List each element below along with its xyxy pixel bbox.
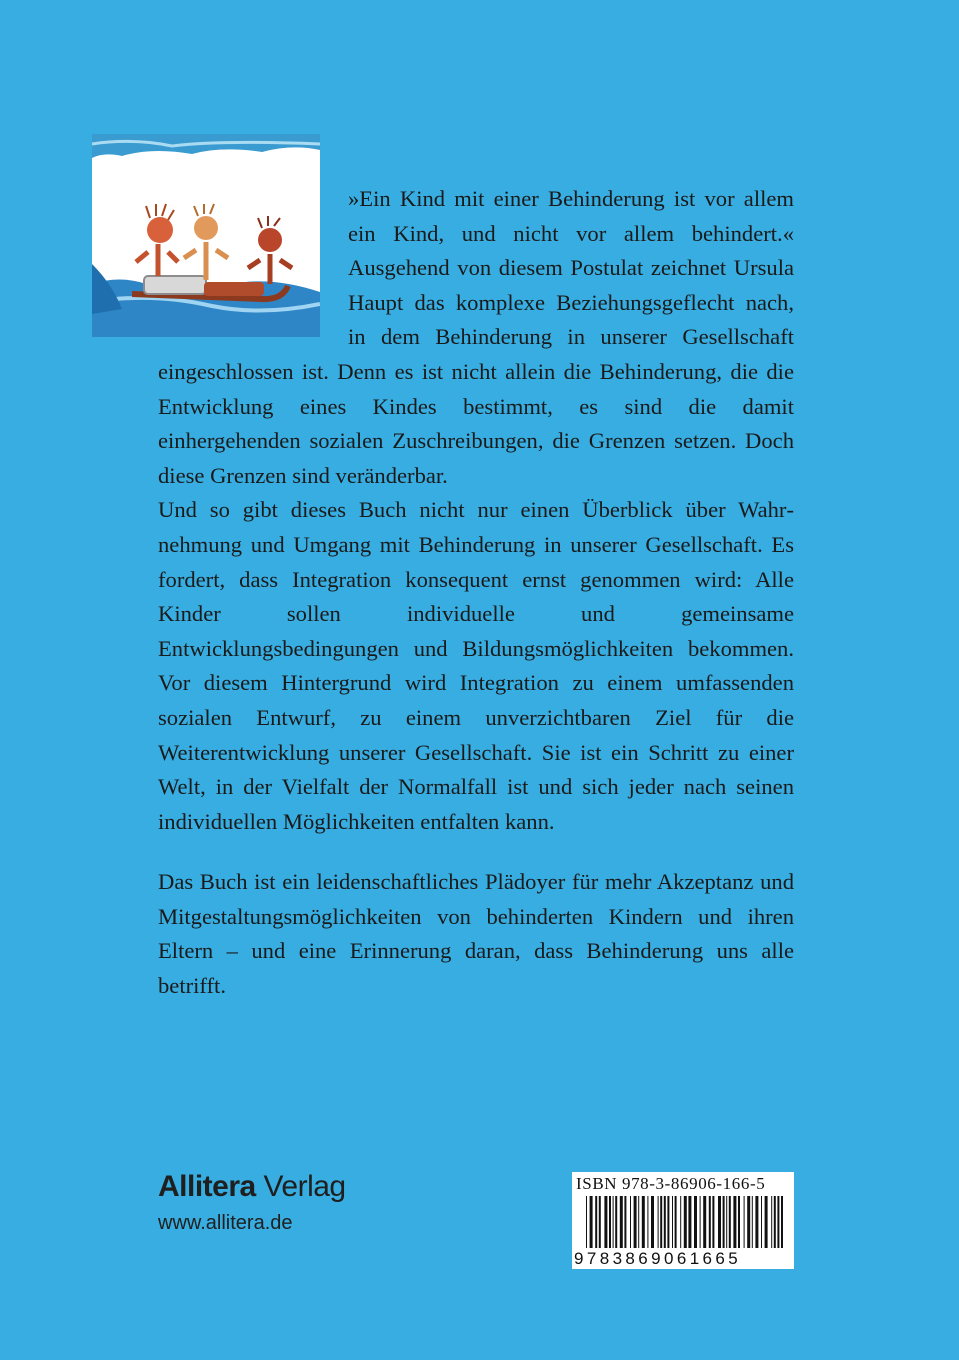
- barcode-bar: [638, 1196, 639, 1248]
- barcode-bar: [599, 1196, 601, 1248]
- publisher-name-bold: Allitera: [158, 1170, 256, 1203]
- barcode-bar: [675, 1196, 677, 1248]
- blurb-text: [158, 182, 794, 1004]
- barcode-bar: [672, 1196, 673, 1248]
- barcode-bar: [688, 1196, 691, 1248]
- barcode-bar: [738, 1196, 740, 1248]
- isbn-label: ISBN 978-3-86906-166-5: [576, 1174, 766, 1193]
- barcode-bar: [744, 1196, 745, 1248]
- barcode-bar: [703, 1196, 706, 1248]
- barcode-bar: [624, 1196, 626, 1248]
- barcode-bar: [752, 1196, 753, 1248]
- barcode-bar: [667, 1196, 669, 1248]
- publisher-url: www.allitera.de: [158, 1212, 293, 1234]
- barcode-bar: [771, 1196, 772, 1248]
- blurb-paragraph-3: Das Buch ist ein leidenschaftliches Plädoyer für mehr Akzeptanz und Mitgestaltungsmöglichkeiten von behinderten Kindern und ihren Eltern – und eine Erinnerung daran, dass Behinderung uns alle betrifft.: [158, 869, 794, 999]
- barcode-bar: [729, 1196, 731, 1248]
- barcode-bar: [658, 1196, 659, 1248]
- barcode-bar: [761, 1196, 762, 1248]
- barcode-bar: [586, 1196, 587, 1248]
- barcode-bar: [755, 1196, 758, 1248]
- barcode-bar: [700, 1196, 701, 1248]
- barcode-bar: [774, 1196, 776, 1248]
- barcode-bar: [651, 1196, 654, 1248]
- isbn-barcode: [572, 1172, 794, 1269]
- barcode-bar: [747, 1196, 750, 1248]
- blurb-paragraph-1: »Ein Kind mit einer Behinderung ist vor allem ein Kind, und nicht vor allem behindert.« Ausgehend von diesem Postulat zeichnet Ursula Haupt das komplexe Beziehungsgeflecht nach, in dem Behinderung in unserer Gesellschaft eingeschlossen ist. Denn es ist nicht allein die Behinderung, die die Entwicklung eines Kindes bestimmt, es sind die damit einhergehenden sozialen Zuschreibungen, die Grenzen setzen. Doch diese Grenzen sind veränderbar.: [158, 186, 794, 488]
- barcode-bar: [634, 1196, 637, 1248]
- barcode-bar: [609, 1196, 611, 1248]
- barcode-bar: [723, 1196, 725, 1248]
- barcode-bar: [709, 1196, 711, 1248]
- barcode-bar: [765, 1196, 768, 1248]
- publisher-logo-text: [158, 1170, 346, 1204]
- barcode-bar: [726, 1196, 727, 1248]
- barcode-bar: [620, 1196, 623, 1248]
- barcode-bar: [777, 1196, 779, 1248]
- barcode-bar: [595, 1196, 597, 1248]
- barcode-bar: [630, 1196, 631, 1248]
- barcode-bar: [684, 1196, 687, 1248]
- barcode-bar: [642, 1196, 645, 1248]
- barcode-bar: [590, 1196, 593, 1248]
- blurb-paragraph-2: Und so gibt dieses Buch nicht nur einen Überblick über Wahrnehmung und Umgang mit Behinderung in unserer Gesellschaft. Es fordert, dass Integration konsequent ernst genommen wird: Alle Kinder sollen individuelle und gemeinsame Entwicklungsbedingungen und Bildungsmöglichkeiten bekommen. Vor diesem Hintergrund wird Integration zu einem umfassenden sozialen Entwurf, zu einem unverzichtbaren Ziel für die Weiterentwicklung unserer Gesellschaft. Sie ist ein Schritt zu einer Welt, in der Vielfalt der Normalfall ist und sich jeder nach seinen individuellen Möglichkeiten entfalten kann.: [158, 497, 794, 834]
- barcode-bar: [647, 1196, 648, 1248]
- barcode-bar: [733, 1196, 736, 1248]
- barcode-bar: [615, 1196, 617, 1248]
- barcode-bar: [712, 1196, 714, 1248]
- barcode-bar: [694, 1196, 697, 1248]
- barcode-digits: 9783869061665: [574, 1249, 742, 1268]
- barcode-bar: [664, 1196, 666, 1248]
- barcode-bar: [718, 1196, 721, 1248]
- barcode-bar: [613, 1196, 614, 1248]
- publisher-block: [158, 1170, 346, 1235]
- image-wrap-spacer: [158, 182, 348, 338]
- barcode-bar: [781, 1196, 783, 1248]
- barcode-bar: [604, 1196, 607, 1248]
- barcode-bar: [680, 1196, 681, 1248]
- barcode-bar: [660, 1196, 662, 1248]
- publisher-name-regular: Verlag: [255, 1170, 346, 1203]
